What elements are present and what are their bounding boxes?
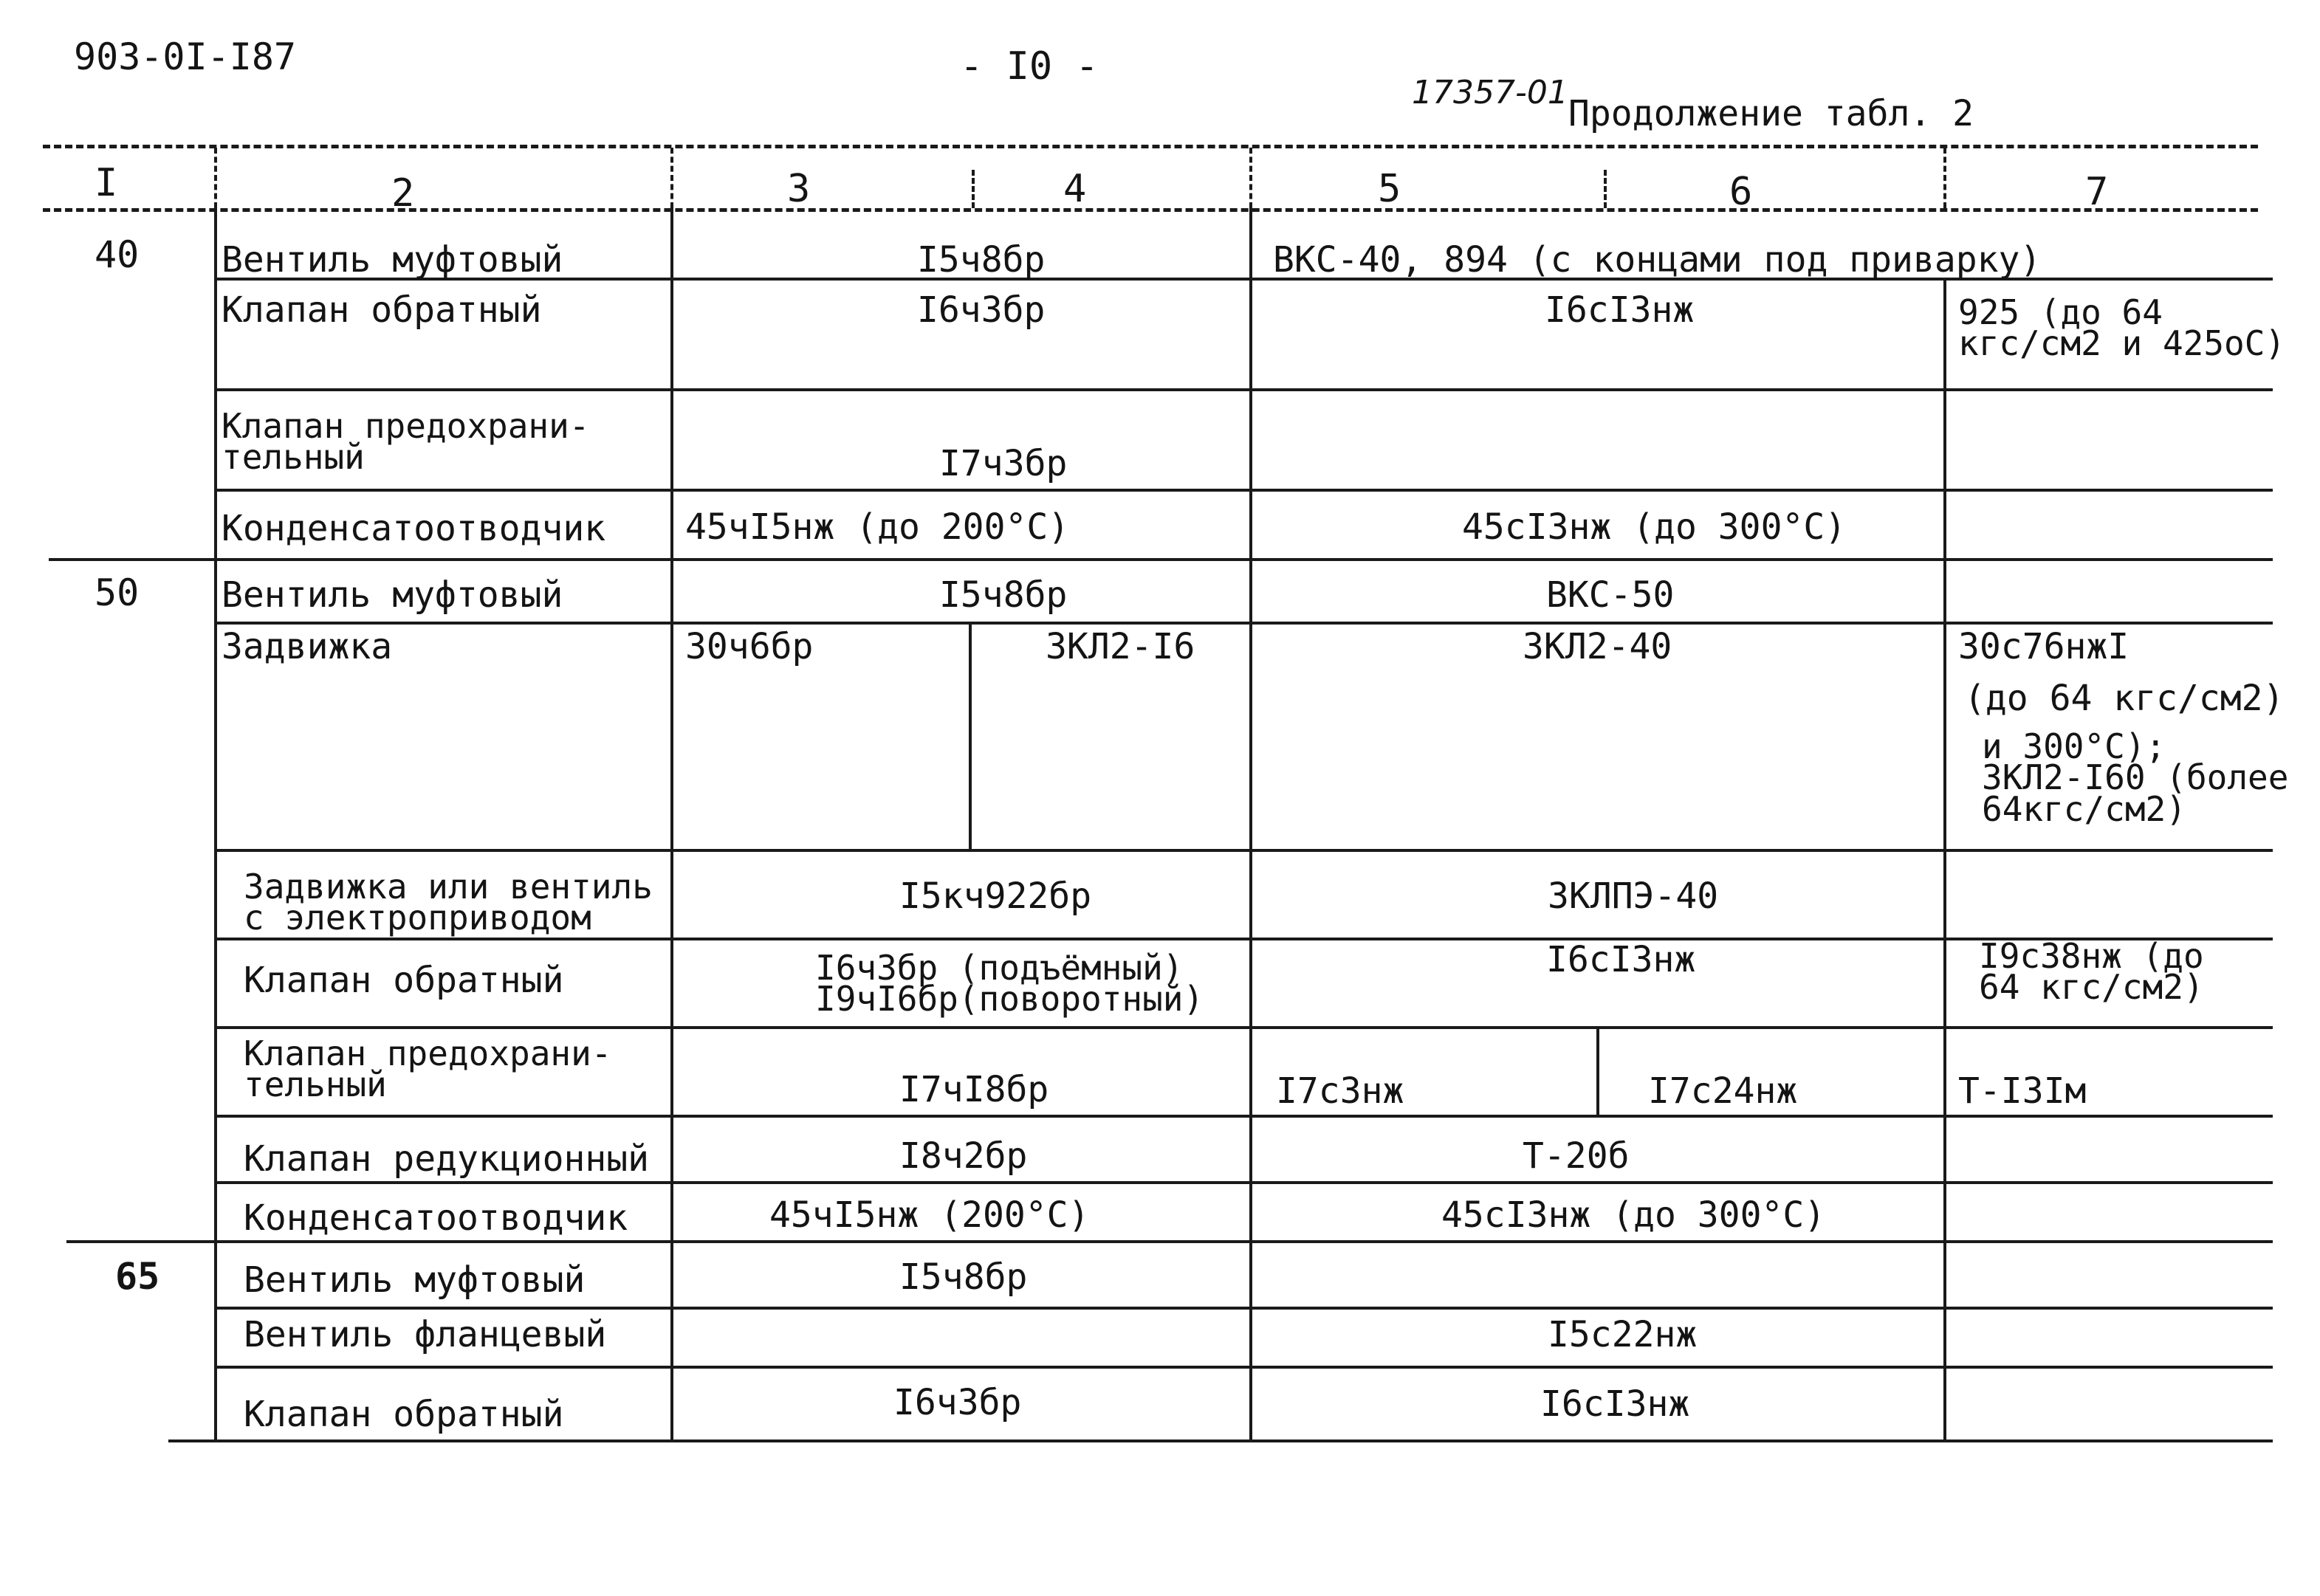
cell-col-7: 925 (до 64 кгс/см2 и 425оС) [1958, 292, 2286, 364]
row-line [214, 849, 2273, 852]
col-line-4 [1249, 208, 1252, 1442]
row-line [214, 1307, 2273, 1310]
cell-col-5-6: ВКС-50 [1546, 574, 1675, 616]
row-line [214, 1366, 2273, 1369]
page-number: - I0 - [960, 44, 1099, 89]
cell-col-3-4: I8ч2бр [899, 1135, 1028, 1177]
fitting-name: Вентиль фланцевый [244, 1314, 607, 1355]
cell-col-4: ЗКЛ2-I6 [1046, 626, 1195, 667]
header-top-dash [43, 145, 2258, 148]
cell-col-5-6: ЗКЛПЭ-40 [1548, 876, 1719, 917]
col-line-3-partial [969, 622, 972, 849]
row-line [214, 622, 2273, 625]
document-code: 903-0I-I87 [74, 35, 297, 78]
row-line [214, 489, 2273, 492]
nominal-diameter: 50 [95, 571, 140, 614]
row-line [214, 938, 2273, 940]
nominal-diameter: 65 [115, 1255, 160, 1298]
cell-col-5-6: I6сI3нж [1546, 939, 1696, 980]
column-header: 5 [1378, 167, 1401, 211]
cell-col-5: I7с3нж [1276, 1070, 1404, 1112]
col-line-5-partial [1596, 1026, 1599, 1115]
fitting-name: Конденсатоотводчик [244, 1197, 628, 1239]
cell-col-3-4: I5ч8бр [917, 239, 1046, 281]
col-line-2 [670, 208, 673, 1442]
fitting-name: Вентиль муфтовый [244, 1259, 586, 1301]
cell-col-3-4: I5кч922бр [899, 876, 1092, 917]
cell-col-3-4: 45чI5нж (200°С) [769, 1194, 1090, 1236]
table-bottom-line [168, 1440, 2273, 1442]
cell-col-3-4: I5ч8бр [939, 574, 1068, 616]
cell-col-7-line-2: (до 64 кгс/см2) [1964, 678, 2285, 719]
table-continuation-title: Продолжение табл. 2 [1568, 93, 1974, 134]
cell-col-3-4: I6ч3бр [917, 289, 1046, 331]
stamp-number: 17357-01 [1412, 74, 1568, 111]
column-header: 6 [1729, 170, 1753, 214]
cell-col-5-6: I6сI3нж [1540, 1383, 1690, 1425]
fitting-name: Клапан обратный [222, 289, 542, 331]
fitting-name: Задвижка или вентиль с электроприводом [244, 867, 653, 938]
fitting-name: Вентиль муфтовый [222, 574, 563, 616]
row-line [214, 1115, 2273, 1118]
cell-col-3-4: I7чI8бр [899, 1069, 1049, 1110]
fitting-name: Клапан предохрани- тельный [244, 1033, 612, 1105]
cell-col-6: I7с24нж [1648, 1070, 1798, 1112]
fitting-name: Клапан редукционный [244, 1138, 650, 1180]
column-header: 3 [787, 167, 811, 211]
cell-col-3-4: I7ч3бр [939, 443, 1068, 484]
cell-col-5-6: Т-20б [1523, 1135, 1630, 1177]
header-divider [972, 170, 975, 208]
cell-col-5-6: I6cI3нж [1545, 289, 1695, 331]
fitting-name: Вентиль муфтовый [222, 239, 563, 281]
cell-col-5-6: 45сI3нж (до 300°С) [1441, 1194, 1826, 1236]
cell-col-7-line-3: и 300°С); ЗКЛ2-I60 (более 64кгс/см2) [1982, 726, 2289, 829]
column-header: I [95, 161, 118, 205]
cell-col-7: I9с38нж (до 64 кгс/см2) [1979, 936, 2204, 1008]
fitting-name: Конденсатоотводчик [222, 508, 606, 549]
nominal-diameter: 40 [95, 233, 140, 276]
header-divider [214, 148, 217, 208]
column-header: 2 [391, 171, 415, 216]
cell-col-7: Т-I3Iм [1958, 1070, 2087, 1112]
cell-col-3-4: I6ч3бр (подъёмный) I9чI6бр(поворотный) [815, 948, 1204, 1019]
cell-col-3: 30ч6бр [685, 626, 814, 667]
row-line [214, 1181, 2273, 1184]
row-line [214, 1026, 2273, 1029]
cell-col-3-4: I6ч3бр [893, 1382, 1022, 1423]
col-line-1 [214, 208, 217, 1442]
header-divider [1943, 148, 1946, 208]
cell-col-5-7: I5с22нж [1548, 1314, 1698, 1355]
col-line-6 [1943, 278, 1946, 1442]
fitting-name: Клапан обратный [244, 1394, 564, 1435]
cell-col-3-4: I5ч8бр [899, 1256, 1028, 1298]
header-bottom-dash [43, 208, 2258, 212]
cell-col-5-6: ЗКЛ2-40 [1523, 626, 1672, 667]
header-divider [670, 148, 673, 208]
header-divider [1604, 170, 1607, 208]
cell-col-3-4: 45чI5нж (до 200°С) [685, 506, 1070, 548]
group-line-50 [49, 558, 2273, 561]
cell-col-7-line-1: 30с76нжI [1958, 626, 2129, 667]
cell-col-5-6: 45сI3нж (до 300°С) [1462, 506, 1847, 548]
column-header: 7 [2085, 170, 2109, 214]
group-line-65 [66, 1240, 2273, 1243]
fitting-name: Клапан предохрани- тельный [222, 406, 590, 478]
fitting-name: Клапан обратный [244, 960, 564, 1001]
fitting-name: Задвижка [222, 626, 393, 667]
cell-col-5-7: ВКС-40, 894 (с концами под приварку) [1273, 239, 2042, 281]
row-line [214, 388, 2273, 391]
header-divider [1249, 148, 1252, 208]
column-header: 4 [1063, 167, 1087, 211]
